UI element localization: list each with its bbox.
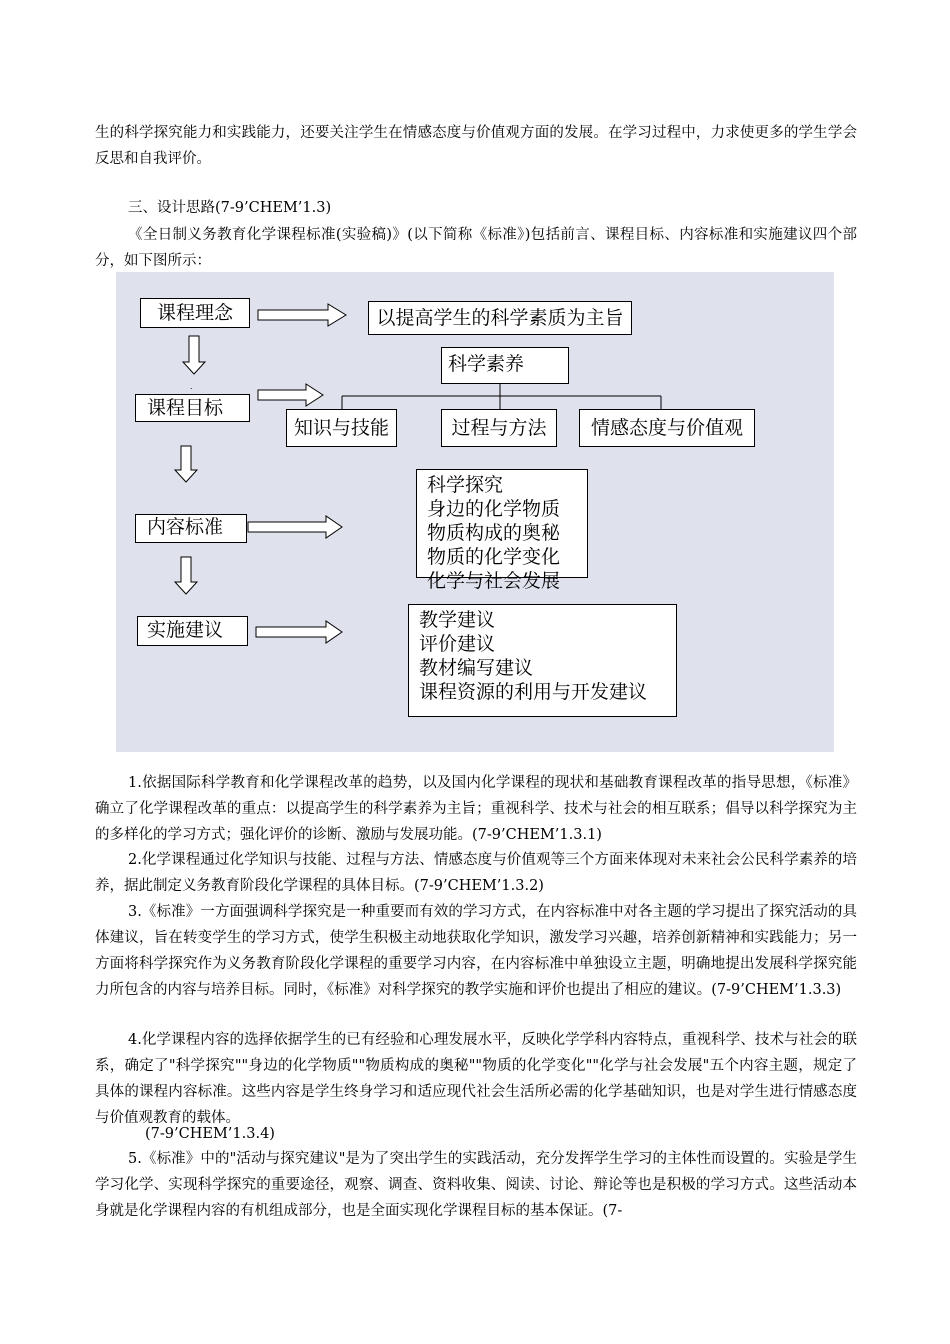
- arrow-right-icon: [248, 516, 342, 538]
- scientific-literacy-box: 科学素养: [441, 347, 569, 384]
- arrow-down-icon: [175, 557, 197, 594]
- content-standard-box: 内容标准: [135, 514, 247, 543]
- implementation-box: 实施建议: [137, 616, 248, 646]
- concept-target-box: 以提高学生的科学素质为主旨: [368, 301, 632, 335]
- arrow-down-icon: [175, 446, 197, 482]
- implementation-suggestions-box: 教学建议 评价建议 教材编写建议 课程资源的利用与开发建议: [408, 604, 677, 717]
- paragraph-continuation: 生的科学探究能力和实践能力，还要关注学生在情感态度与价值观方面的发展。在学习过程中，力求使更多的学生学会反思和自我评价。: [95, 125, 857, 167]
- paragraph-1: 1.依据国际科学教育和化学课程改革的趋势，以及国内化学课程的现状和基础教育课程改革的指导思想，《标准》确立了化学课程改革的重点：以提高学生的科学素养为主旨；重视科学、技术与社会的相互联系；倡导以科学探究为主的多样化的学习方式；强化评价的诊断、激励与发展功能。(7-9’CHEM’1.3.1): [95, 775, 857, 843]
- arrow-right-icon: [258, 304, 346, 326]
- paragraph-intro: 《全日制义务教育化学课程标准(实验稿)》(以下简称《标准》)包括前言、课程目标、内容标准和实施建议四个部分，如下图所示：: [95, 227, 857, 269]
- paragraph-4: 4.化学课程内容的选择依据学生的已有经验和心理发展水平，反映化学学科内容特点，重视科学、技术与社会的联系，确定了"科学探究""身边的化学物质""物质构成的奥秘""物质的化学变化""化学与社会发展"五个内容主题，规定了具体的课程内容标准。这些内容是学生终身学习和适应现代社会生活所必需的化学基础知识，也是对学生进行情感态度与价值观教育的载体。: [95, 1032, 857, 1126]
- paragraph-5: 5.《标准》中的"活动与探究建议"是为了突出学生的实践活动，充分发挥学生学习的主体性而设置的。实验是学生学习化学、实现科学探究的重要途径，观察、调查、资料收集、阅读、讨论、辩论等也是积极的学习方式。这些活动本身就是化学课程内容的有机组成部分，也是全面实现化学课程目标的基本保证。(7-: [95, 1151, 857, 1219]
- arrow-right-icon: [258, 384, 323, 406]
- attitude-values-box: 情感态度与价值观: [579, 409, 755, 447]
- section-heading: 三、设计思路(7-9’CHEM’1.3): [128, 200, 332, 216]
- content-topics-box: 科学探究 身边的化学物质 物质构成的奥秘 物质的化学变化 化学与社会发展: [416, 469, 588, 578]
- arrow-down-icon: [183, 336, 205, 374]
- course-goals-box: 课程目标: [135, 394, 250, 422]
- knowledge-skills-box: 知识与技能: [286, 409, 397, 447]
- process-method-box: 过程与方法: [441, 409, 557, 447]
- curriculum-structure-diagram: [116, 272, 834, 752]
- course-concept-box: 课程理念: [140, 298, 250, 328]
- tree-connector: [342, 384, 661, 409]
- paragraph-4-reference: (7-9’CHEM’1.3.4): [145, 1126, 275, 1142]
- paragraph-2: 2.化学课程通过化学知识与技能、过程与方法、情感态度与价值观等三个方面来体现对未来社会公民科学素养的培养，据此制定义务教育阶段化学课程的具体目标。(7-9’CHEM’1.3.2): [95, 852, 857, 894]
- paragraph-3: 3.《标准》一方面强调科学探究是一种重要而有效的学习方式，在内容标准中对各主题的学习提出了探究活动的具体建议，旨在转变学生的学习方式，使学生积极主动地获取化学知识，激发学习兴趣，培养创新精神和实践能力；另一方面将科学探究作为义务教育阶段化学课程的重要学习内容，在内容标准中单独设立主题，明确地提出发展科学探究能力所包含的内容与培养目标。同时，《标准》对科学探究的教学实施和评价也提出了相应的建议。(7-9’CHEM’1.3.3): [95, 904, 857, 998]
- arrow-right-icon: [256, 621, 342, 643]
- svg-text:.: .: [190, 382, 193, 391]
